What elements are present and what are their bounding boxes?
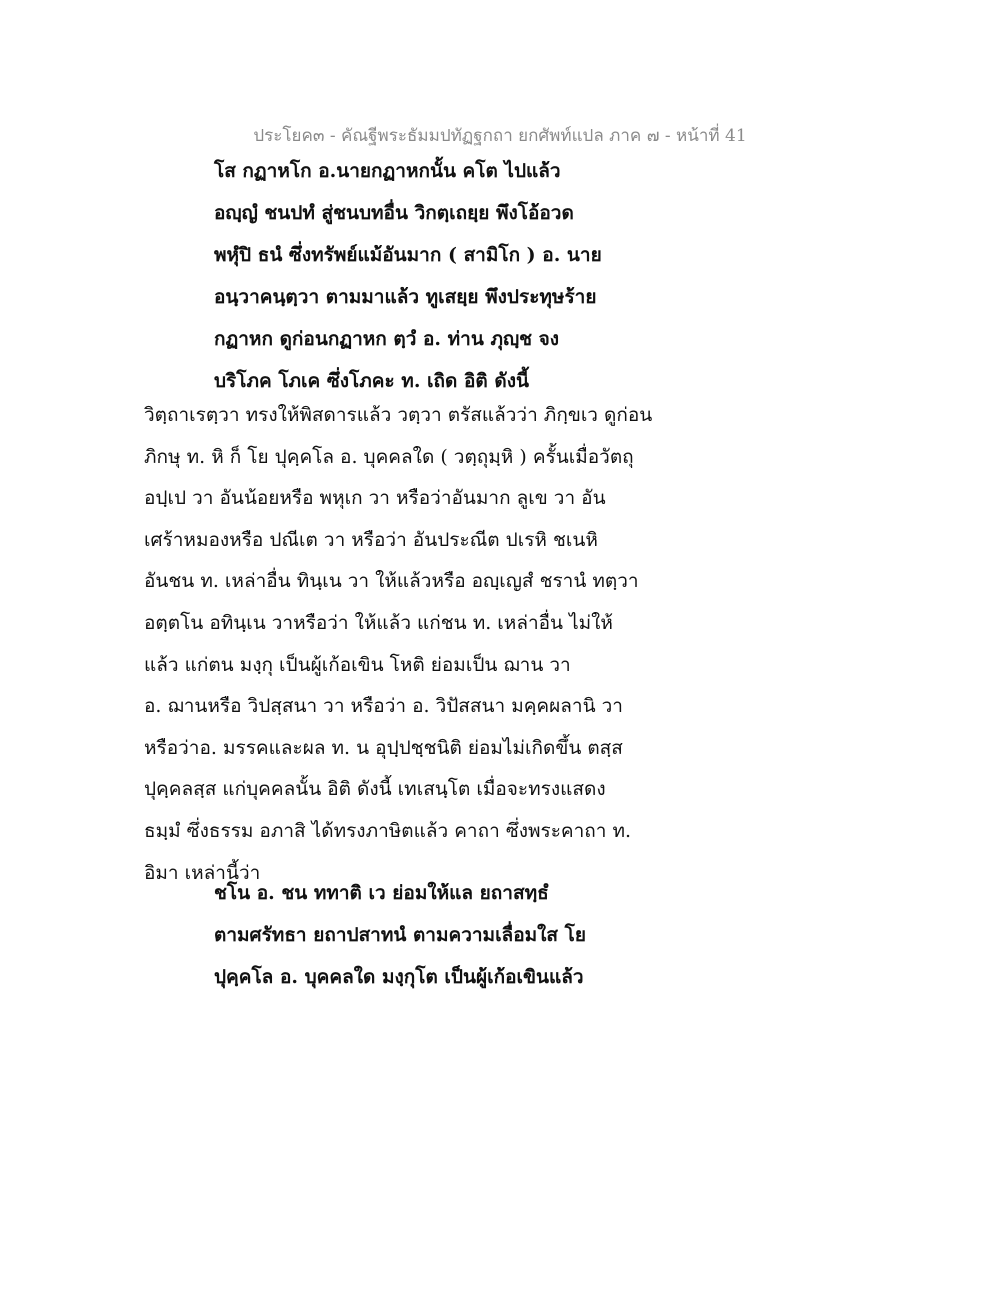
verse-line: ชโน อ. ชน ททาติ เว ย่อมให้แล ยถาสทฺธํ [214, 882, 549, 904]
running-header: ประโยค๓ - คัณฐีพระธัมมปทัฏฐกถา ยกศัพท์แปล ภาค ๗ - หน้าที่ 41 [253, 126, 747, 146]
verse-line: พหุํปิ ธนํ ซึ่งทรัพย์แม้อันมาก ( สามิโก ) อ. นาย [214, 244, 602, 266]
prose-line: ปุคฺคลสฺส แก่บุคคลนั้น อิติ ดังนี้ เทเสนฺโต เมื่อจะทรงแสดง [144, 778, 606, 801]
prose-line: อปฺเป วา อันน้อยหรือ พหุเก วา หรือว่าอันมาก ลูเข วา อัน [144, 487, 606, 510]
verse-line: อญฺญํ ชนปทํ สู่ชนบทอื่น วิกตฺเถยฺย พึงโอ้อวด [214, 202, 574, 224]
prose-line: หรือว่าอ. มรรคและผล ท. น อุปฺปชฺชนิติ ย่อมไม่เกิดขึ้น ตสฺส [144, 736, 623, 759]
verse-line: อนฺวาคนฺตฺวา ตามมาแล้ว ทูเสยฺย พึงประทุษร้าย [214, 286, 597, 308]
verse-block-top [214, 150, 774, 402]
prose-paragraph [144, 395, 864, 894]
prose-line: อันชน ท. เหล่าอื่น ทินฺเน วา ให้แล้วหรือ อญฺเญสํ ชรานํ ทตฺวา [144, 570, 639, 593]
prose-line: อตฺตโน อทินฺเน วาหรือว่า ให้แล้ว แก่ชน ท. เหล่าอื่น ไม่ให้ [144, 611, 613, 634]
verse-line: โส กฏาหโก อ.นายกฏาหกนั้น คโต ไปแล้ว [214, 160, 561, 182]
verse-line: ปุคฺคโล อ. บุคคลใด มงฺกุโต เป็นผู้เก้อเขินแล้ว [214, 966, 584, 988]
verse-block-bottom [214, 872, 774, 998]
verse-line: บริโภค โภเค ซึ่งโภคะ ท. เถิด อิติ ดังนี้ [214, 370, 529, 392]
prose-line: วิตฺถาเรตฺวา ทรงให้พิสดารแล้ว วตฺวา ตรัสแล้วว่า ภิกฺขเว ดูก่อน [144, 404, 653, 426]
prose-line: เศร้าหมองหรือ ปณีเต วา หรือว่า อันประณีต ปเรหิ ชเนหิ [144, 528, 598, 551]
verse-line: ตามศรัทธา ยถาปสาทนํ ตามความเลื่อมใส โย [214, 924, 586, 946]
prose-line: ธมฺมํ ซึ่งธรรม อภาสิ ได้ทรงภาษิตแล้ว คาถา ซึ่งพระคาถา ท. [144, 819, 632, 842]
prose-line: แล้ว แก่ตน มงฺกุ เป็นผู้เก้อเขิน โหติ ย่อมเป็น ฌาน วา [144, 653, 571, 676]
prose-line: อ. ฌานหรือ วิปสฺสนา วา หรือว่า อ. วิปัสสนา มคฺคผลานิ วา [144, 695, 623, 718]
prose-line: อิมา เหล่านี้ว่า [144, 861, 261, 884]
verse-line: กฏาหก ดูก่อนกฏาหก ตฺวํ อ. ท่าน ภุญฺช จง [214, 328, 560, 350]
prose-line: ภิกษุ ท. หิ ก็ โย ปุคฺคโล อ. บุคคลใด ( วตฺถุมฺหิ ) ครั้นเมื่อวัตถุ [144, 445, 634, 468]
